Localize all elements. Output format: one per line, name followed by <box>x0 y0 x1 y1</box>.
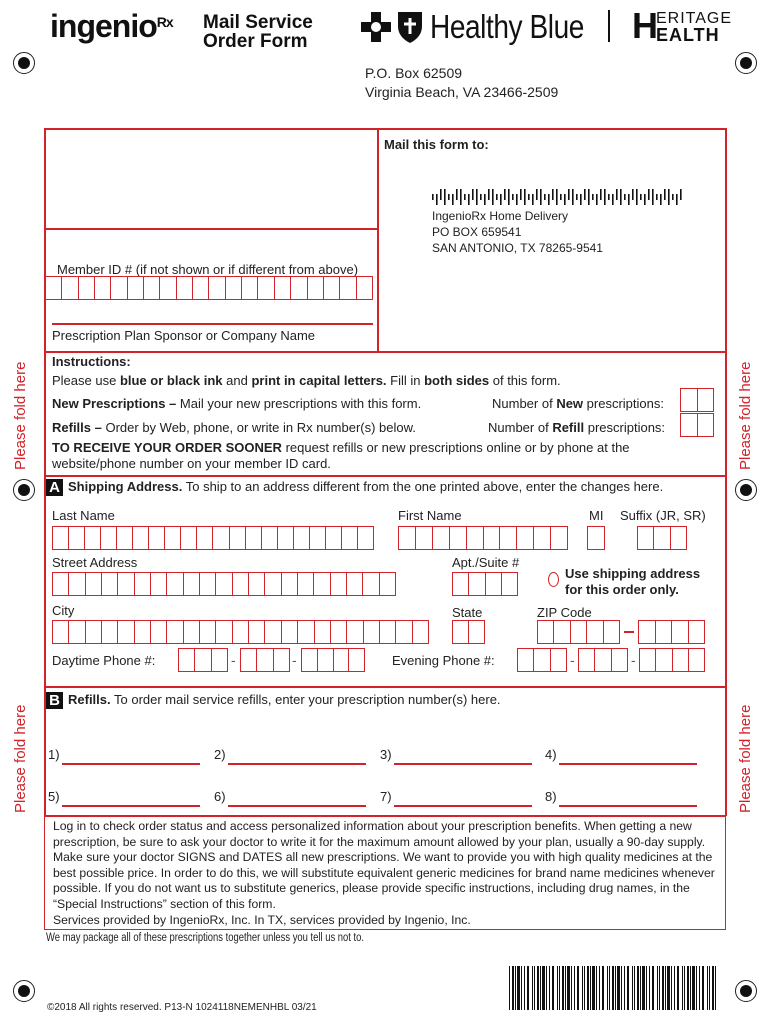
refill-item-label: 8) <box>545 789 557 804</box>
punch-hole-icon <box>13 479 35 501</box>
refill-rx-input[interactable] <box>228 763 366 765</box>
member-id-label: Member ID # (if not shown or if different from above) <box>57 262 359 277</box>
new-count-label: Number of New prescriptions: <box>492 396 664 411</box>
blue-cross-icon <box>361 12 391 42</box>
notice-paragraph: Log in to check order status and access personalized information about your prescription benefits. When getting a new prescription, be sure to ask your doctor to write it for the maximum amount allowed by your plan, usually a 90-day supply. Make sure your doctor SIGNS and DATES all new prescriptions. We want to provide you with high quality medicines at the best possible price. In order to do this, we will substitute equivalent generic medicines for brand name medicines whenever possible. If you do not want us to substitute generics, please provide specific instructions, including drug names, in the “Special Instructions” section of this form. <box>53 819 715 911</box>
notice-box <box>44 815 726 930</box>
instructions-line1: Please use blue or black ink and print in capital letters. Fill in both sides of this form. <box>52 373 561 388</box>
state-label: State <box>452 605 483 620</box>
mail-to-label: Mail this form to: <box>384 137 489 152</box>
refills-heading: Refills. To order mail service refills, enter your prescription number(s) here. <box>68 692 501 707</box>
refill-count-label: Number of Refill prescriptions: <box>488 420 666 435</box>
mail-to-box: PO BOX 659541 <box>432 225 522 239</box>
return-address <box>365 64 558 102</box>
instructions-heading: Instructions: <box>52 354 131 369</box>
punch-hole-icon <box>735 52 757 74</box>
section-b-badge: B <box>46 692 63 709</box>
package-note: We may package all of these prescriptions together unless you tell us not to. <box>46 932 365 944</box>
day-phone-prefix-input[interactable] <box>240 648 290 672</box>
refill-rx-input[interactable] <box>559 805 697 807</box>
fold-label-left-top: Please fold here <box>12 361 29 470</box>
return-address-line2: Virginia Beach, VA 23466-2509 <box>365 84 559 100</box>
street-input[interactable] <box>52 572 396 596</box>
use-address-radio[interactable] <box>548 572 559 587</box>
use-address-label: Use shipping address for this order only. <box>565 566 701 597</box>
first-name-input[interactable] <box>398 526 568 550</box>
logo-suffix: Rx <box>156 14 173 30</box>
copyright: ©2018 All rights reserved. P13-N 1024118NEMENHBL 03/21 <box>47 1002 317 1013</box>
form-title-line2: Order Form <box>203 31 308 52</box>
punch-hole-icon <box>13 52 35 74</box>
mi-label: MI <box>589 508 604 523</box>
refill-item-label: 4) <box>545 747 557 762</box>
sponsor-input[interactable] <box>52 323 373 325</box>
mail-to-city: SAN ANTONIO, TX 78265-9541 <box>432 241 603 255</box>
refill-rx-input[interactable] <box>559 763 697 765</box>
member-id-input[interactable] <box>45 276 373 300</box>
punch-hole-icon <box>735 479 757 501</box>
refill-item-label: 3) <box>380 747 392 762</box>
mail-to-name: IngenioRx Home Delivery <box>432 209 569 223</box>
daytime-phone-label: Daytime Phone #: <box>52 653 156 668</box>
heritage-line1: ERITAGE <box>656 10 733 27</box>
mail-to-address <box>432 208 603 256</box>
blue-shield-icon <box>396 10 424 44</box>
logo-divider <box>608 10 610 42</box>
section-a-badge: A <box>46 479 63 496</box>
street-label: Street Address <box>52 555 138 570</box>
day-phone-area-input[interactable] <box>178 648 228 672</box>
refill-item-label: 5) <box>48 789 60 804</box>
logo-text: ingenio <box>50 8 157 44</box>
healthy-blue-logo: Healthy Blue <box>430 8 584 45</box>
suffix-input[interactable] <box>637 526 687 550</box>
suffix-label: Suffix (JR, SR) <box>620 508 706 523</box>
refill-rx-input[interactable] <box>228 805 366 807</box>
sooner-text: TO RECEIVE YOUR ORDER SOONER request refills or new prescriptions online or by phone at the <box>52 440 630 455</box>
refill-count-input[interactable] <box>680 413 714 437</box>
services-note: Services provided by IngenioRx, Inc. In TX, services provided by Ingenio, Inc. <box>53 912 471 927</box>
shipping-heading: Shipping Address. To ship to an address different from the one printed above, enter the changes here. <box>68 479 664 494</box>
fold-label-right-bottom: Please fold here <box>737 704 754 813</box>
new-count-input[interactable] <box>680 388 714 412</box>
refill-rx-input[interactable] <box>62 763 200 765</box>
eve-phone-area-input[interactable] <box>517 648 567 672</box>
refills-text: Refills – Order by Web, phone, or write in Rx number(s) below. <box>52 420 416 435</box>
city-input[interactable] <box>52 620 429 644</box>
punch-hole-icon <box>735 980 757 1002</box>
refill-rx-input[interactable] <box>394 763 532 765</box>
evening-phone-label: Evening Phone #: <box>392 653 495 668</box>
footer-barcode <box>509 966 719 1010</box>
mi-input[interactable] <box>587 526 605 550</box>
heritage-health-logo <box>632 5 742 46</box>
refill-rx-input[interactable] <box>62 805 200 807</box>
heritage-initial: H <box>632 5 658 46</box>
return-address-line1: P.O. Box 62509 <box>365 65 463 81</box>
apt-label: Apt./Suite # <box>452 555 520 570</box>
apt-input[interactable] <box>452 572 518 596</box>
postal-barcode <box>432 189 686 205</box>
refill-item-label: 7) <box>380 789 392 804</box>
punch-hole-icon <box>13 980 35 1002</box>
first-name-label: First Name <box>398 508 462 523</box>
zip-input[interactable] <box>537 620 620 644</box>
city-label: City <box>52 603 75 618</box>
fold-label-right-top: Please fold here <box>737 361 754 470</box>
state-input[interactable] <box>452 620 485 644</box>
fold-label-left-bottom: Please fold here <box>12 704 29 813</box>
eve-phone-line-input[interactable] <box>639 648 705 672</box>
form-title-line1: Mail Service <box>203 12 313 33</box>
zip-ext-input[interactable] <box>638 620 705 644</box>
form-title <box>203 13 313 51</box>
zip-label: ZIP Code <box>537 605 592 620</box>
refill-item-label: 1) <box>48 747 60 762</box>
ingeniorx-logo <box>50 8 173 45</box>
refill-rx-input[interactable] <box>394 805 532 807</box>
refill-item-label: 6) <box>214 789 226 804</box>
last-name-input[interactable] <box>52 526 374 550</box>
refill-item-label: 2) <box>214 747 226 762</box>
day-phone-line-input[interactable] <box>301 648 365 672</box>
last-name-label: Last Name <box>52 508 115 523</box>
zip-dash <box>624 631 634 633</box>
sooner-text-2: website/phone number on your member ID card. <box>52 456 331 471</box>
sponsor-label: Prescription Plan Sponsor or Company Name <box>52 328 316 343</box>
heritage-line2: EALTH <box>656 25 720 45</box>
eve-phone-prefix-input[interactable] <box>578 648 628 672</box>
new-prescriptions-text: New Prescriptions – Mail your new prescriptions with this form. <box>52 396 422 411</box>
